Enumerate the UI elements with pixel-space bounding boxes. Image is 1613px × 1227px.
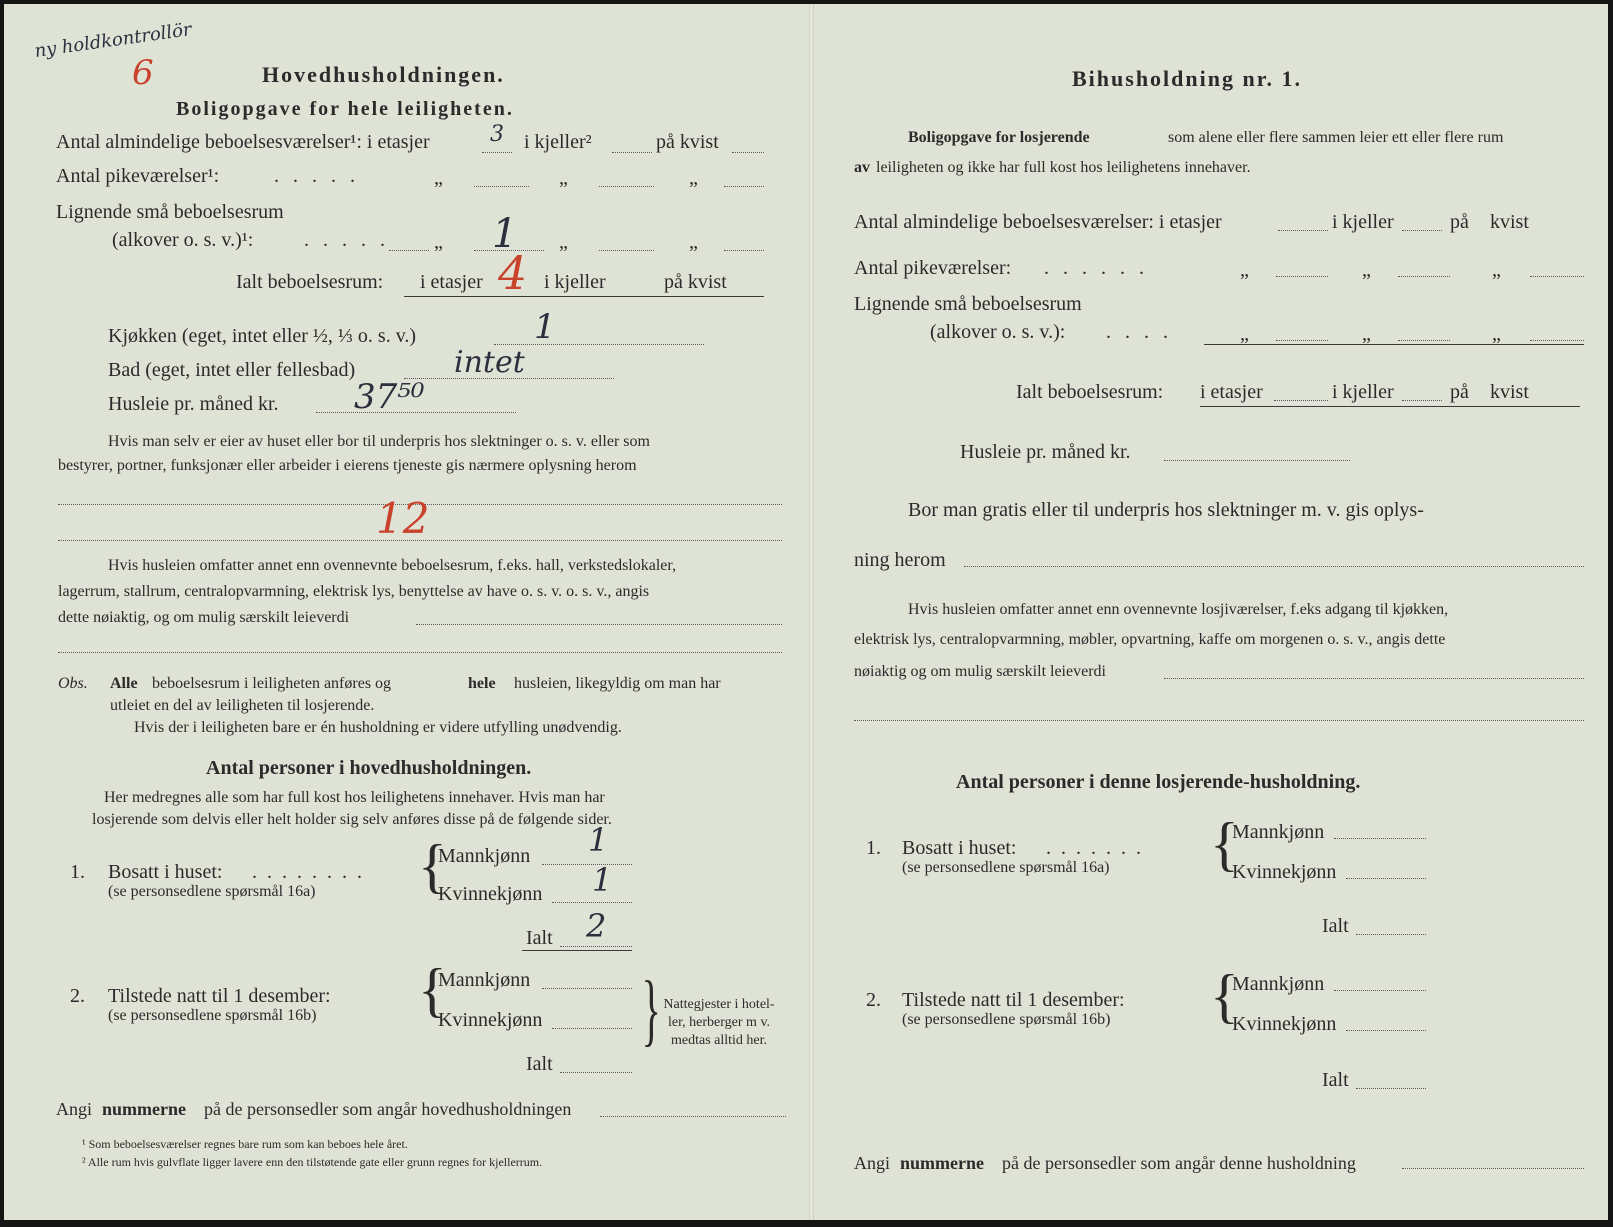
left-title: Hovedhusholdningen. [262, 62, 505, 87]
similar-rooms-label-1: Lignende små beboelsesrum [56, 201, 284, 223]
r-q1-sub: (se personsedlene spørsmål 16a) [902, 859, 1110, 876]
obs-2: utleiet en del av leiligheten til losjerende. [110, 697, 375, 714]
paa-kvist-label: på kvist [656, 131, 719, 153]
r-q2-sub: (se personsedlene spørsmål 16b) [902, 1011, 1111, 1028]
census-form-page: ny holdkontrollör 6 Hovedhusholdningen. Boligopgave for hele leiligheten. Antal almindelige beboelsesværelser¹: i etasjer 3 i kjeller² på kvist Antal pikeværelser¹: ..... „ „ „ Lignende små beboelsesrum (alkover o. s. v.)¹: ..... „ 1 „ „ Ialt beboelsesrum: i etasjer 4 i kjeller på kvist Kjøkken (eget, intet eller ½, ⅓ o. s. v.) 1 Bad (eget, intet eller fellesbad) intet Husleie pr. måned kr. 37⁵⁰ Hvis man selv er eier av huset eller bor til underpris hos slektninger o. s. v. eller som bestyrer, portner, funksjonær eller arbeider i eierens tjeneste gis nærmere oplysning herom 12 Hvis husleien omfatter annet enn ovennevnte beboelsesrum, f.eks. hall, verkstedslokaler, lagerrum, stallrum, centralopvarmning, elektrisk lys, benyttelse av have o. s. v. o. s. v., angis dette nøiaktig, og om mulig særskilt leieverdi Obs. Alle beboelsesrum i leiligheten anføres og hele husleien, likegyldig om man har utleiet en del av leiligheten til losjerende. Hvis der i leiligheten bare er én husholdning er videre utfylling unødvendig. Antal personer i hovedhusholdningen. Her medregnes alle som har full kost hos leilighetens innehaver. Hvis man har losjerende som delvis eller helt holder sig selv anføres disse på de følgende sider. 1. Bosatt i huset: ........ (se personsedlene spørsmål 16a) { Mannkjønn 1 Kvinnekjønn 1 Ialt 2 2. Tilstede natt til 1 desember: (se personsedlene spørsmål 16b) { Mannkjønn Kvinnekjønn Ialt } Nattegjester i hotel- ler, herberger m v. medtas alltid her. Angi nummerne på de personsedler som angår hovedhusholdningen ¹ Som beboelsesværelser regnes bare rum som kan beboes hele året. ² Alle rum hvis gulvflate ligger lavere enn den tilstøtende gate eller grunn regnes for kjellerrum. Bihusholdning nr. 1. Boligopgave for losjerende som alene eller flere sammen leier ett eller flere rum av leiligheten og ikke har full kost hos leilighetens innehaver. Antal almindelige beboelsesværelser: i etasjer i kjeller på kvist Antal pikeværelser: ...... „ „ „ Lignende små beboelsesrum (alkover o. s. v.): .... „ „ „ Ialt beboelsesrum: i etasjer i kjeller på kvist Husleie pr. måned kr. Bor man gratis eller til underpris hos slektninger m. v. gis oplys- ning herom Hvis husleien omfatter annet enn ovennevnte losjiværelser, f.eks adgang til kjøkken, elektrisk lys, centralopvarmning, møbler, opvartning, kaffe om morgenen o. s. v., angis dette nøiaktig og om mulig særskilt leieverdi Antal personer i denne losjerende-husholdning. 1. Bosatt i huset: ....... (se personsedlene spørsmål 16a) { Mannkjønn Kvinnekjønn Ialt 2. Tilstede natt til 1 desember: (se personsedlene spørsmål 16b) { Mannkjønn Kvinnekjønn Ialt Angi nummerne på de personsedler som angår denne husholdning [4, 4, 1608, 1220]
r-q2-label: Tilstede natt til 1 desember: [902, 989, 1125, 1011]
obs-label: Obs. [58, 675, 88, 692]
persons-note-2: losjerende som delvis eller helt holder sig selv anføres disse på de følgende sider. [92, 811, 612, 828]
total-rooms-value: 4 [498, 246, 528, 300]
rooms-value: 3 [490, 122, 504, 147]
rent-note-2: lagerrum, stallrum, centralopvarmning, elektrisk lys, benyttelse av have o. s. v. o. s. v., angis [58, 583, 650, 600]
gratis-2: ning herom [854, 549, 946, 571]
r-maid-rooms-label: Antal pikeværelser: [854, 257, 1012, 279]
r-rent-label: Husleie pr. måned kr. [960, 441, 1131, 463]
r-rent-note-2: elektrisk lys, centralopvarmning, møbler, opvartning, kaffe om morgenen o. s. v., angis dette [854, 631, 1446, 648]
r-rent-note-3: nøiaktig og om mulig særskilt leieverdi [854, 663, 1106, 680]
rent-note-1: Hvis husleien omfatter annet enn ovennevnte beboelsesrum, f.eks. hall, verkstedslokaler, [108, 557, 677, 574]
handwritten-note: ny holdkontrollör [33, 19, 193, 62]
numbers-left: på de personsedler som angår hovedhusholdningen [204, 1099, 572, 1119]
night-note-3: medtas alltid her. [670, 1033, 768, 1048]
r-rooms-label: Antal almindelige beboelsesværelser: i etasjer [854, 211, 1222, 233]
red-mark: 12 [376, 494, 430, 543]
gratis-1: Bor man gratis eller til underpris hos slektninger m. v. gis oplys- [908, 499, 1424, 521]
rent-label: Husleie pr. måned kr. [108, 393, 279, 415]
q2-label: Tilstede natt til 1 desember: [108, 985, 331, 1007]
night-note-2: ler, herberger m v. [667, 1015, 771, 1030]
maid-rooms-label: Antal pikeværelser¹: [56, 165, 220, 187]
rooms-label: Antal almindelige beboelsesværelser¹: i etasjer [56, 131, 430, 153]
bath-label: Bad (eget, intet eller fellesbad) [108, 359, 356, 381]
persons-note-1: Her medregnes alle som har full kost hos leilighetens innehaver. Hvis man har [104, 789, 605, 806]
owner-note-2: bestyrer, portner, funksjonær eller arbeider i eierens tjeneste gis nærmere oplysning herom [58, 457, 637, 474]
rent-value: 37⁵⁰ [354, 377, 425, 417]
i-kjeller-label: i kjeller² [524, 131, 592, 153]
persons-title: Antal personer i hovedhusholdningen. [206, 757, 532, 779]
owner-note-1: Hvis man selv er eier av huset eller bor til underpris hos slektninger o. s. v. eller som [108, 433, 650, 450]
kitchen-label: Kjøkken (eget, intet eller ½, ⅓ o. s. v.) [108, 325, 417, 347]
numbers-right: på de personsedler som angår denne husholdning [1002, 1153, 1356, 1173]
night-note-1: Nattegjester i hotel- [663, 997, 775, 1012]
r-similar-rooms-label-1: Lignende små beboelsesrum [854, 293, 1082, 315]
handwritten-number: 6 [132, 53, 154, 93]
q1-mann-value: 1 [588, 821, 609, 859]
kitchen-value: 1 [534, 307, 556, 347]
q1-kvinne-value: 1 [592, 861, 613, 899]
q2-sub: (se personsedlene spørsmål 16b) [108, 1007, 317, 1024]
obs-3: Hvis der i leiligheten bare er én husholdning er videre utfylling unødvendig. [134, 719, 622, 736]
intro-bold: Boligopgave for losjerende [908, 129, 1090, 146]
r-rent-note-1: Hvis husleien omfatter annet enn ovennevnte losjiværelser, f.eks adgang til kjøkken, [908, 601, 1449, 618]
right-title: Bihusholdning nr. 1. [1072, 66, 1302, 91]
similar-rooms-label-2: (alkover o. s. v.)¹: [112, 229, 254, 251]
rent-note-3: dette nøiaktig, og om mulig særskilt leieverdi [58, 609, 350, 626]
footnote-1: ¹ Som beboelsesværelser regnes bare rum som kan beboes hele året. [82, 1137, 408, 1151]
r-persons-title: Antal personer i denne losjerende-husholdning. [956, 771, 1361, 793]
r-q1-label: Bosatt i huset: [902, 837, 1017, 859]
r-total-rooms-label: Ialt beboelsesrum: [1016, 381, 1164, 403]
q1-label: Bosatt i huset: [108, 861, 223, 883]
footnote-2: ² Alle rum hvis gulvflate ligger lavere enn den tilstøtende gate eller grunn regnes for kjellerrum. [82, 1155, 543, 1169]
left-subtitle: Boligopgave for hele leiligheten. [176, 98, 514, 120]
page-fold [809, 4, 814, 1220]
bath-value: intet [454, 345, 525, 380]
similar-rooms-value: 1 [492, 211, 518, 257]
total-rooms-label: Ialt beboelsesrum: [236, 271, 384, 293]
r-similar-rooms-label-2: (alkover o. s. v.): [930, 321, 1066, 343]
q1-sub: (se personsedlene spørsmål 16a) [108, 883, 316, 900]
q1-ialt-value: 2 [586, 907, 607, 945]
